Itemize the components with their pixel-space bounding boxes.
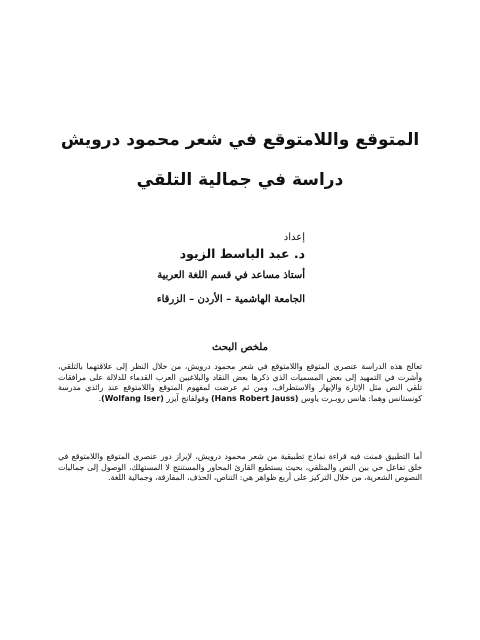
abstract-p1-text-b: وفولفانج آيزر (166, 393, 209, 403)
author-position: أستاذ مساعد في قسم اللغة العربية (157, 270, 305, 281)
abstract-p1-end: . (98, 393, 102, 403)
abstract-p1-text: تعالج هذه الدراسة عنصري المتوقع واللامتوقع في شعر محمود درويش، من خلال النظر إلى علاقتهما بالتلقي، وأشرت في التمهيد إلى بعض المسميات الذي ذكرها بعض النقاد والبلاغيين العرب القدماء للدلالة على مرافقات تلقي النص مثل الإثارة والإبهار والاستطراف، ومن ثم عرضت لمفهوم المتوقع واللامتوقع عند رائدي مدرسة كونستانس وهما: هانس روبـرت ياوس (58, 362, 422, 403)
abstract-p1-name-iser: (Wolfang Iser) (101, 393, 164, 403)
abstract-paragraph-2: أما التطبيق فمنت فيه قراءة نماذج تطبيقية من شعر محمود درويش، لإبراز دور عنصري المتوقع واللامتوقع في خلق تفاعل حي بين النص والمتلقي، بحيث يستطيع القارئ المحاور والمستنتج لا المستهلك، الوصول إلى جماليات النصوص الشعرية، من خلال التركيز على أربع ظواهر هي: التناص، الحذف، المفارقة، وجمالية اللغة. (58, 452, 422, 483)
author-name: د. عبد الباسط الزيود (179, 246, 305, 261)
paper-title-line-2: دراسة في جمالية التلقي (136, 170, 344, 190)
abstract-paragraph-1 (58, 362, 422, 404)
abstract-p1-name-jauss: (Hans Robert Jauss) (211, 393, 299, 403)
paper-title-line-1: المتوقع واللامتوقع في شعر محمود درويش (60, 130, 420, 150)
author-university: الجامعة الهاشمية – الأردن – الزرقاء (156, 294, 305, 305)
preparation-label: إعداد (283, 232, 305, 243)
abstract-heading: ملخص البحث (212, 342, 268, 353)
